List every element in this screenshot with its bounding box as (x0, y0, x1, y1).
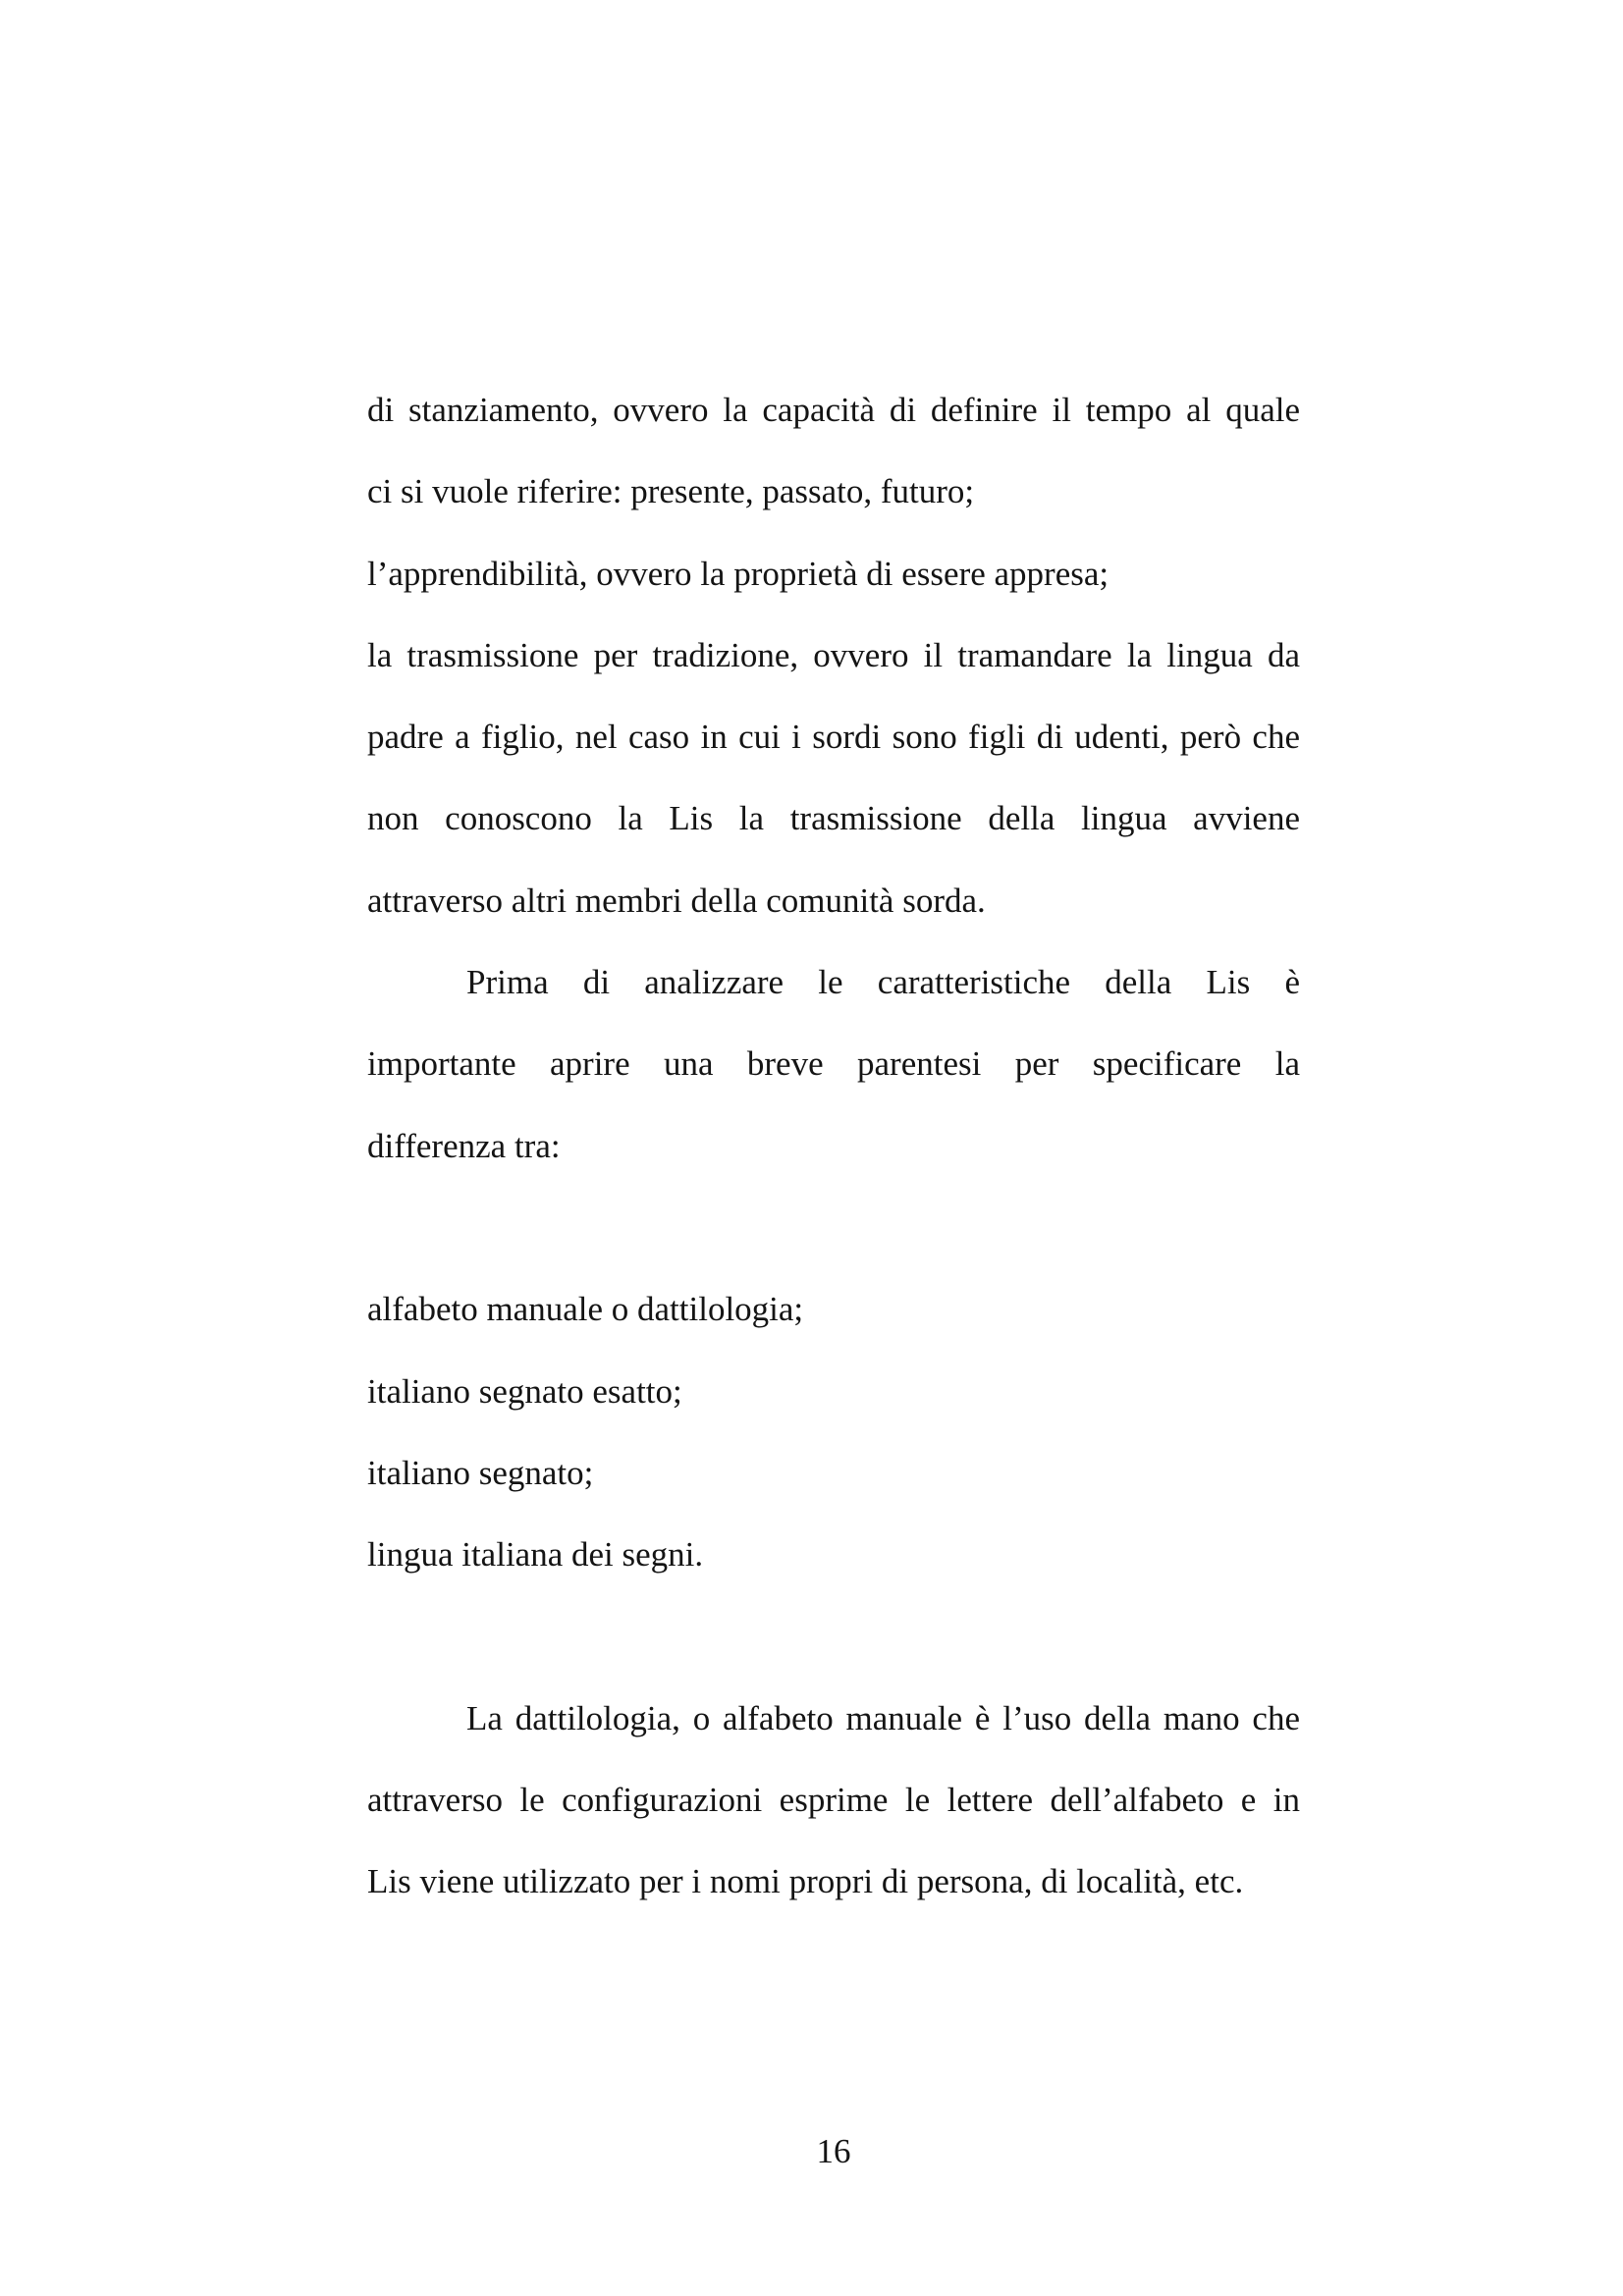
list-continuation-item (367, 614, 1300, 941)
list-item: italiano segnato; (367, 1453, 594, 1492)
blank-line (367, 1187, 1300, 1268)
text-line: Prima di analizzare le caratteristiche della Lis è (466, 963, 1300, 1002)
text-line: La dattilologia, o alfabeto manuale è l’uso della mano che (466, 1698, 1300, 1737)
dattilologia-paragraph (367, 1678, 1300, 1923)
list-continuation-item (367, 369, 1300, 533)
text-line: attraverso le configurazioni esprime le lettere dell’alfabeto e in (367, 1781, 1300, 1820)
page-number: 16 (816, 2132, 851, 2170)
text-line: differenza tra: (367, 1126, 561, 1165)
text-line: la trasmissione per tradizione, ovvero il tramandare la lingua da (367, 635, 1300, 674)
text-line: l’apprendibilità, ovvero la proprietà di essere appresa; (367, 554, 1109, 593)
text-column (367, 369, 1300, 1923)
text-line: di stanziamento, ovvero la capacità di definire il tempo al quale (367, 391, 1300, 429)
text-line: padre a figlio, nel caso in cui i sordi sono figli di udenti, però che (367, 718, 1300, 757)
list-item: italiano segnato esatto; (367, 1371, 682, 1411)
list-item: lingua italiana dei segni. (367, 1535, 704, 1575)
blank-line (367, 1595, 1300, 1677)
intro-paragraph (367, 941, 1300, 1187)
text-line: ci si vuole riferire: presente, passato, futuro; (367, 472, 975, 511)
text-line: Lis viene utilizzato per i nomi propri di persona, di località, etc. (367, 1862, 1244, 1901)
text-line: importante aprire una breve parentesi per specificare la (367, 1044, 1300, 1084)
list-item: alfabeto manuale o dattilologia; (367, 1290, 804, 1329)
distinction-list (367, 1268, 1300, 1595)
text-line: attraverso altri membri della comunità sorda. (367, 881, 986, 920)
text-line: non conoscono la Lis la trasmissione della lingua avviene (367, 799, 1300, 838)
list-continuation-item (367, 533, 1300, 614)
